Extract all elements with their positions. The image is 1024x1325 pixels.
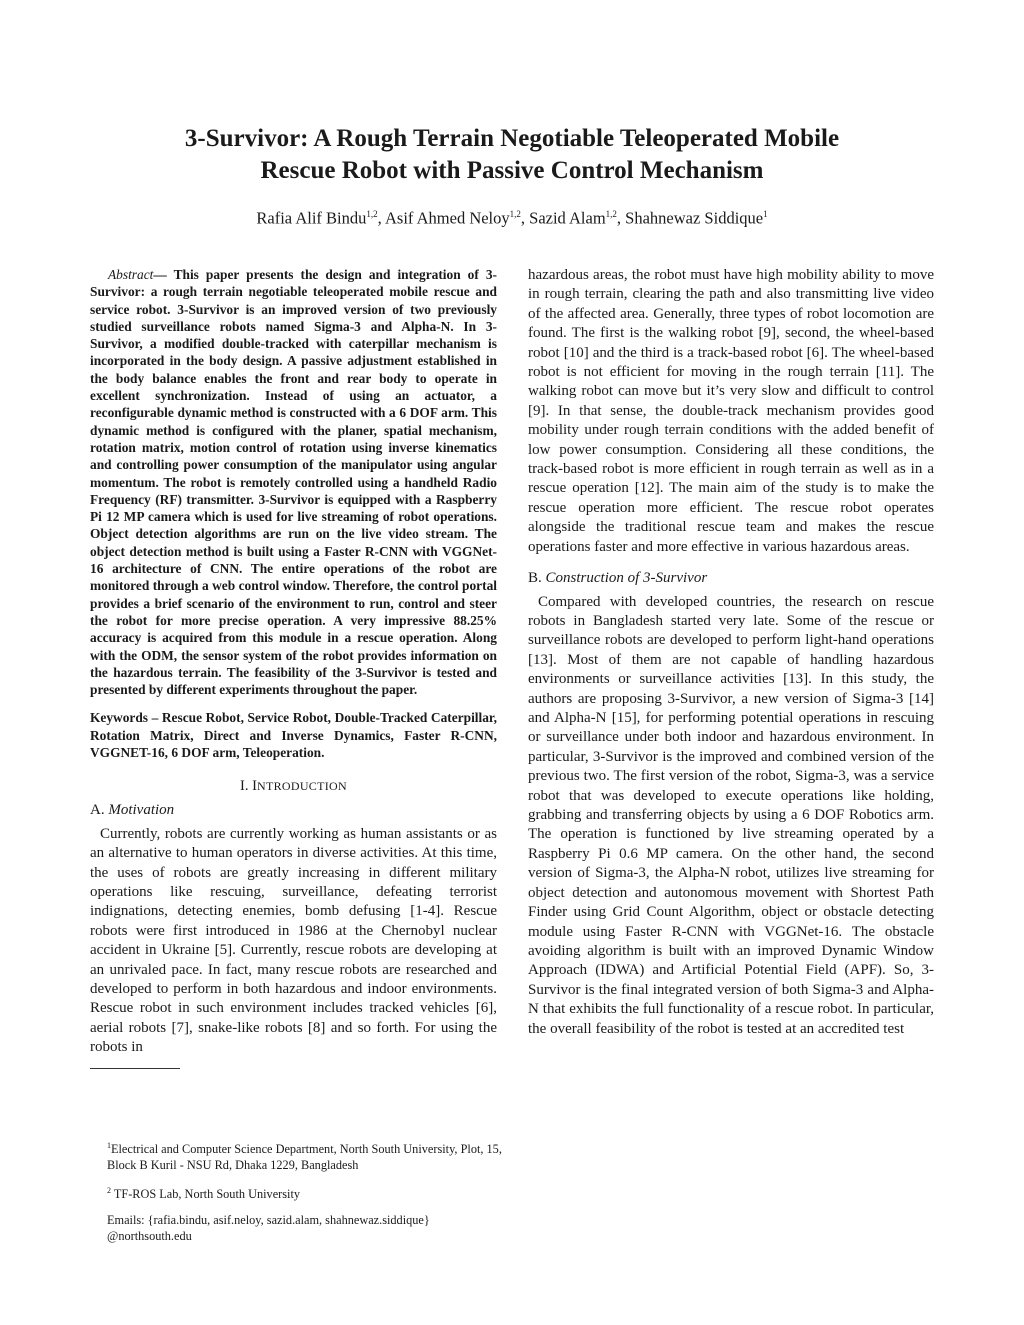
footnote-mark: 2 — [107, 1186, 111, 1196]
left-column — [90, 266, 497, 1077]
author-affiliation: 1,2 — [366, 209, 378, 219]
emails-line-1: Emails: {rafia.bindu, asif.neloy, sazid.alam, shahnewaz.siddique} — [107, 1213, 430, 1228]
subsection-title: Motivation — [108, 802, 175, 819]
author-name: Sazid Alam — [529, 208, 606, 228]
subsection-letter: B. — [528, 570, 542, 587]
abstract-label: Abstract — [108, 267, 154, 282]
section-title-cap: I — [252, 778, 257, 795]
footnote-affiliation-2 — [107, 1183, 507, 1202]
right-column — [528, 266, 934, 1039]
section-title-rest: NTRODUCTION — [256, 779, 347, 794]
author-list: Rafia Alif Bindu$^{1,2}$, Asif Ahmed Neloy$^{1,2}$, Sazid Alam$^{1,2}$, Shahnewaz Siddique$^1$ — [256, 208, 768, 228]
paragraph-motivation-continued: hazardous areas, the robot must have high mobility ability to move in rough terrain, clearing the path and also transmitting live video of the affected area. Generally, three types of robot locomotion are found. The first is the walking robot [9], second, the wheel-based robot [10] and the third is a track-based robot [6]. The wheel-based robot is not efficient for moving in the rough terrain [11]. The walking robot can move but it’s very slow and difficult to control [9]. In that sense, the double-track mechanism provides good mobility under rough terrain conditions with the added benefit of low power consumption. Considering all these conditions, the track-based robot is more efficient in rough terrain as well as in a rescue operation [12]. The main aim of the study is to make the rescue operation more efficient. The rescue robot operates alongside the traditional rescue team and makes the rescue operations faster and more effective in various hazardous areas. — [528, 267, 934, 555]
title-line-1: 3-Survivor: A Rough Terrain Negotiable Teleoperated Mobile — [184, 125, 840, 152]
paper-title — [100, 123, 924, 187]
author-affiliation: 1 — [763, 209, 768, 219]
author-affiliation: 1,2 — [605, 209, 617, 219]
author-name: Asif Ahmed Neloy — [384, 208, 510, 228]
paragraph-motivation: Currently, robots are currently working as human assistants or as an alternative to human operators in diverse activities. At this time, the uses of robots are greatly increasing in different military operations like rescuing, surveillance, defeating terrorist indignations, detecting enemies, bomb defusing [1-4]. Rescue robots were first introduced in 1986 at the Chernobyl nuclear accident in Ukraine [5]. Currently, rescue robots are developing at an unrivaled pace. In fact, many rescue robots are researched and developed to perform in both hazardous and indoor environments. Rescue robot in such environment includes tracked vehicles [6], aerial robots [7], snake-like robots [8] and so forth. For using the robots in — [90, 825, 497, 1056]
author-name: Shahnewaz Siddique — [625, 208, 764, 228]
author-affiliation: 1,2 — [509, 209, 521, 219]
footnote-text: TF-ROS Lab, North South University — [111, 1187, 301, 1202]
title-line-2: Rescue Robot with Passive Control Mechanism — [260, 157, 764, 184]
footnotes — [107, 1138, 507, 1254]
paragraph-construction: Compared with developed countries, the research on rescue robots in Bangladesh started very late. Some of the rescue or surveillance robots are developed to perform light-hand operations [13]. Most of them are not capable of handling hazardous environments or surveillance activities [13]. In this study, the authors are proposing 3-Survivor, a new version of Sigma-3 [14] and Alpha-N [15], for performing potential operations in rescuing or surveillance under both indoor and hazardous environment. In particular, 3-Survivor is the improved and combined version of the previous two. The first version of the robot, Sigma-3, was a service robot that was developed to execute operations like holding, grabbing and transferring objects by using a 6 DOF Robotics arm. The operation is functioned by live streaming operated by a Raspberry Pi 0.6 MP camera. On the other hand, the second version of Sigma-3, the Alpha-N robot, utilizes live streaming for object detection and autonomous movement with Shortest Path Finder using Grid Count Algorithm, object or obstacle detecting module using Faster R-CNN with VGGNet-16. The obstacle avoiding algorithm is built with an improved Dynamic Window Approach (IDWA) and Artificial Potential Field (APF). So, 3-Survivor is the final integrated version of both Sigma-3 and Alpha-N that exhibits the full functionality of a rescue robot. In particular, the overall feasibility of the robot is tested at an accredited test — [528, 593, 934, 1037]
section-heading-introduction — [90, 777, 497, 795]
footnote-text: Electrical and Computer Science Department, North South University, Plot, 15, Block B Kuril - NSU Rd, Dhaka 1229, Bangladesh — [107, 1142, 502, 1173]
footnote-affiliation-1 — [107, 1138, 507, 1173]
footnote-divider — [90, 1068, 180, 1069]
subsection-title: Construction of 3-Survivor — [545, 570, 708, 587]
keywords: Keywords – Rescue Robot, Service Robot, Double-Tracked Caterpillar, Rotation Matrix, Direct and Inverse Dynamics, Faster R-CNN, VGGNET-16, 6 DOF arm, Teleoperation. — [90, 710, 497, 761]
footnote-mark: 1 — [107, 1141, 111, 1150]
section-numeral: I. — [240, 778, 249, 795]
footnote-emails — [107, 1212, 507, 1244]
abstract-text: This paper presents the design and integration of 3-Survivor: a rough terrain negotiable teleoperated mobile rescue and service robot. 3-Survivor is an improved version of two previously studied surveillance robots named Sigma-3 and Alpha-N. In 3-Survivor, a modified double-tracked with caterpillar mechanism is incorporated in the body design. A passive adjustment established in the body balance enables the front and rear body to operate in excellent synchronization. Instead of using an actuator, a reconfigurable dynamic method is constructed with a 6 DOF arm. This dynamic method is configured with the planer, spatial mechanism, rotation matrix, motion control of rotation using inverse kinematics and controlling power consumption of the manipulator using angular momentum. The robot is remotely controlled using a handheld Radio Frequency (RF) transmitter. 3-Survivor is equipped with a Raspberry Pi 12 MP camera which is used for live streaming of robot operations. Object detection algorithms are run on the live video stream. The object detection method is built using a Faster R-CNN with VGGNet-16 architecture of CNN. The entire operations of the robot are monitored through a web control window. Therefore, the control portal provides a brief scenario of the environment to run, control and steer the robot for more precise operation. A very impressive 88.25% accuracy is acquired from this module in a rescue operation. Along with the ODM, the sensor system of the robot provides information on the hazardous terrain. The feasibility of the 3-Survivor is tested and presented by different experiments throughout the paper. — [90, 267, 497, 698]
author-name: Rafia Alif Bindu — [256, 208, 367, 228]
subsection-heading-construction — [528, 569, 934, 589]
subsection-heading-motivation — [90, 801, 497, 821]
subsection-letter: A. — [90, 802, 105, 819]
abstract-dash: — — [153, 267, 167, 282]
emails-line-2: @northsouth.edu — [107, 1229, 192, 1244]
abstract — [90, 266, 497, 698]
